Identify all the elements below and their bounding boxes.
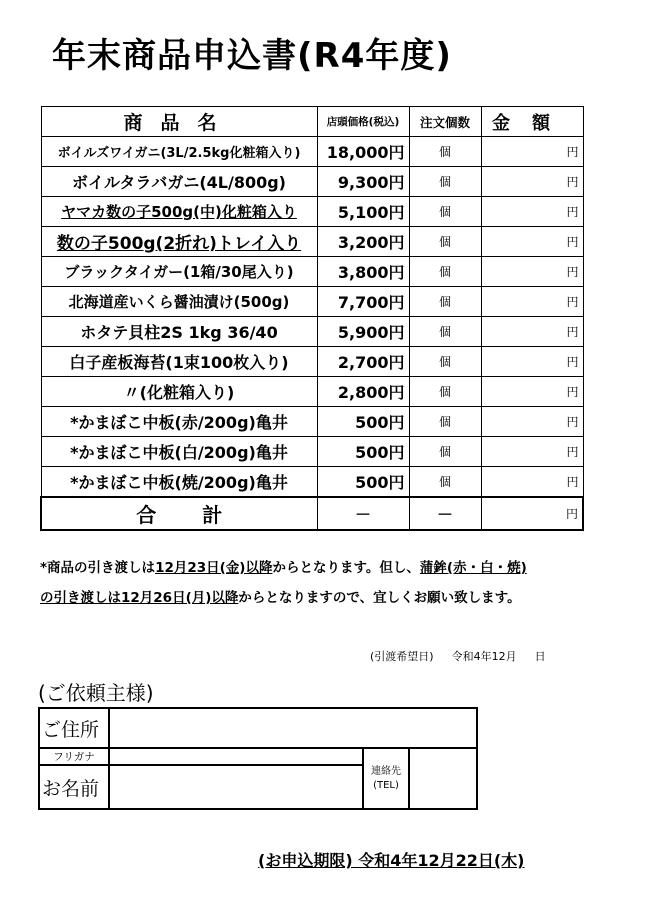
product-name: *かまぼこ中板(焼/200g)亀井 [41,467,317,498]
tel-label: (TEL) [373,779,399,791]
delivery-date-label: (引渡希望日) [370,650,434,663]
table-row [41,317,583,347]
furigana-field[interactable] [109,748,363,765]
delivery-note-line-2 [40,586,521,606]
product-price: 18,000円 [317,137,409,167]
product-name: ヤマカ数の子500g(中)化粧箱入り [41,197,317,227]
table-row [41,257,583,287]
note-emphasis: の引き渡しは12月26日(月)以降 [40,590,239,606]
product-name: ボイルズワイガニ(3L/2.5kg化粧箱入り) [41,137,317,167]
total-price-dash: － [317,497,409,530]
product-price: 5,900円 [317,317,409,347]
application-deadline: (お申込期限) 令和4年12月22日(木) [258,851,525,870]
product-price: 7,700円 [317,287,409,317]
amount-cell[interactable]: 円 [481,317,583,347]
product-price: 500円 [317,407,409,437]
total-label: 合計 [41,497,317,530]
furigana-label: フリガナ [39,748,109,765]
amount-cell[interactable]: 円 [481,137,583,167]
amount-cell[interactable]: 円 [481,467,583,498]
header-amount: 金額 [481,107,583,137]
product-name: ブラックタイガー(1箱/30尾入り) [41,257,317,287]
product-name: 数の子500g(2折れ)トレイ入り [41,227,317,257]
product-price: 3,800円 [317,257,409,287]
header-order-qty: 注文個数 [409,107,481,137]
total-amount-cell[interactable]: 円 [481,497,583,530]
table-row [41,167,583,197]
qty-cell[interactable]: 個 [409,257,481,287]
table-row [41,467,583,498]
header-store-price: 店頭価格(税込) [317,107,409,137]
amount-cell[interactable]: 円 [481,167,583,197]
product-price: 3,200円 [317,227,409,257]
total-qty-dash: － [409,497,481,530]
requester-heading: (ご依頼主様) [38,681,154,705]
amount-cell[interactable]: 円 [481,377,583,407]
delivery-date-month: 令和4年12月 [451,650,517,663]
name-field[interactable] [109,765,363,809]
qty-cell[interactable]: 個 [409,467,481,498]
note-text: からとなりますので、宜しくお願い致します。 [238,590,521,606]
qty-cell[interactable]: 個 [409,317,481,347]
product-price: 2,700円 [317,347,409,377]
note-text: *商品の引き渡しは [40,560,156,576]
qty-cell[interactable]: 個 [409,137,481,167]
delivery-date-line [370,648,546,664]
note-emphasis: 12月23日(金)以降 [155,560,273,576]
table-row [41,347,583,377]
note-emphasis: 蒲鉾(赤・白・焼) [419,560,527,576]
page-title: 年末商品申込書(R4年度) [52,36,452,76]
contact-label-cell [363,748,409,809]
address-row [39,708,477,748]
product-price: 5,100円 [317,197,409,227]
table-row [41,287,583,317]
qty-cell[interactable]: 個 [409,197,481,227]
table-row [41,197,583,227]
qty-cell[interactable]: 個 [409,167,481,197]
qty-cell[interactable]: 個 [409,407,481,437]
delivery-date-day[interactable]: 日 [534,650,546,663]
product-price: 2,800円 [317,377,409,407]
product-price: 9,300円 [317,167,409,197]
amount-cell[interactable]: 円 [481,437,583,467]
amount-cell[interactable]: 円 [481,227,583,257]
amount-cell[interactable]: 円 [481,407,583,437]
product-name: 〃(化粧箱入り) [41,377,317,407]
product-price: 500円 [317,467,409,498]
contact-label: 連絡先 [371,765,401,777]
note-text: からとなります。但し、 [272,560,420,576]
qty-cell[interactable]: 個 [409,347,481,377]
order-table-header [41,107,583,137]
qty-cell[interactable]: 個 [409,437,481,467]
name-label: お名前 [39,765,109,809]
requester-table [38,707,478,810]
product-name: *かまぼこ中板(白/200g)亀井 [41,437,317,467]
order-table [40,106,584,531]
product-name: 白子産板海苔(1束100枚入り) [41,347,317,377]
address-field[interactable] [109,708,477,748]
delivery-note-line-1 [40,556,527,576]
table-row [41,407,583,437]
product-name: ボイルタラバガニ(4L/800g) [41,167,317,197]
amount-cell[interactable]: 円 [481,347,583,377]
tel-field[interactable] [409,748,477,809]
header-product-name: 商品名 [41,107,317,137]
amount-cell[interactable]: 円 [481,257,583,287]
amount-cell[interactable]: 円 [481,197,583,227]
total-row [41,497,583,530]
furigana-row [39,748,477,765]
amount-cell[interactable]: 円 [481,287,583,317]
qty-cell[interactable]: 個 [409,227,481,257]
table-row [41,227,583,257]
product-name: *かまぼこ中板(赤/200g)亀井 [41,407,317,437]
address-label: ご住所 [39,708,109,748]
product-name: 北海道産いくら醤油漬け(500g) [41,287,317,317]
product-name: ホタテ貝柱2S 1kg 36/40 [41,317,317,347]
qty-cell[interactable]: 個 [409,287,481,317]
table-row [41,377,583,407]
table-row [41,137,583,167]
table-row [41,437,583,467]
product-price: 500円 [317,437,409,467]
qty-cell[interactable]: 個 [409,377,481,407]
